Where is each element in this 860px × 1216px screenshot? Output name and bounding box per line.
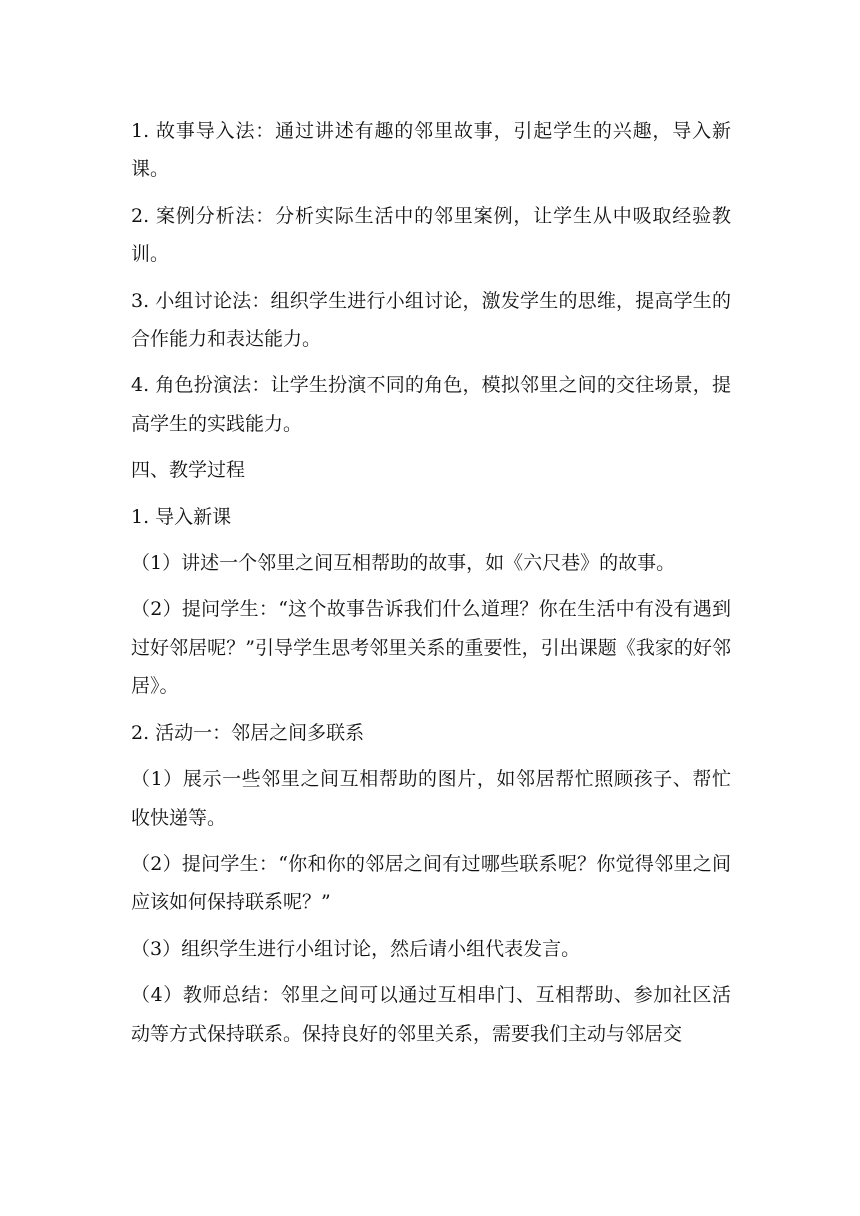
method-item-story: 1. 故事导入法：通过讲述有趣的邻里故事，引起学生的兴趣，导入新课。	[131, 120, 731, 181]
step-item: （2）提问学生：“这个故事告诉我们什么道理？你在生活中有没有遇到过好邻居呢？”引导学生思考邻里关系的重要性，引出课题《我家的好邻居》。	[131, 598, 731, 698]
step-heading-intro: 1. 导入新课	[131, 505, 232, 528]
method-item-group: 3. 小组讨论法：组织学生进行小组讨论，激发学生的思维，提高学生的合作能力和表达能力。	[131, 289, 731, 351]
step-item: （1）展示一些邻里之间互相帮助的图片，如邻居帮忙照顾孩子、帮忙收快递等。	[131, 768, 731, 829]
method-item-roleplay: 4. 角色扮演法：让学生扮演不同的角色，模拟邻里之间的交往场景，提高学生的实践能力。	[131, 374, 731, 435]
document-body	[131, 112, 731, 1061]
step-item: （4）教师总结：邻里之间可以通过互相串门、互相帮助、参加社区活动等方式保持联系。保持良好的邻里关系，需要我们主动与邻居交	[131, 984, 731, 1045]
step-heading-activity: 2. 活动一：邻居之间多联系	[131, 721, 365, 744]
step-item: （3）组织学生进行小组讨论，然后请小组代表发言。	[131, 937, 581, 960]
step-item: （1）讲述一个邻里之间互相帮助的故事，如《六尺巷》的故事。	[131, 552, 676, 575]
step-item: （2）提问学生：“你和你的邻居之间有过哪些联系呢？你觉得邻里之间应该如何保持联系呢？”	[131, 852, 731, 914]
section-heading: 四、教学过程	[131, 459, 246, 482]
method-item-case: 2. 案例分析法：分析实际生活中的邻里案例，让学生从中吸取经验教训。	[131, 204, 731, 266]
